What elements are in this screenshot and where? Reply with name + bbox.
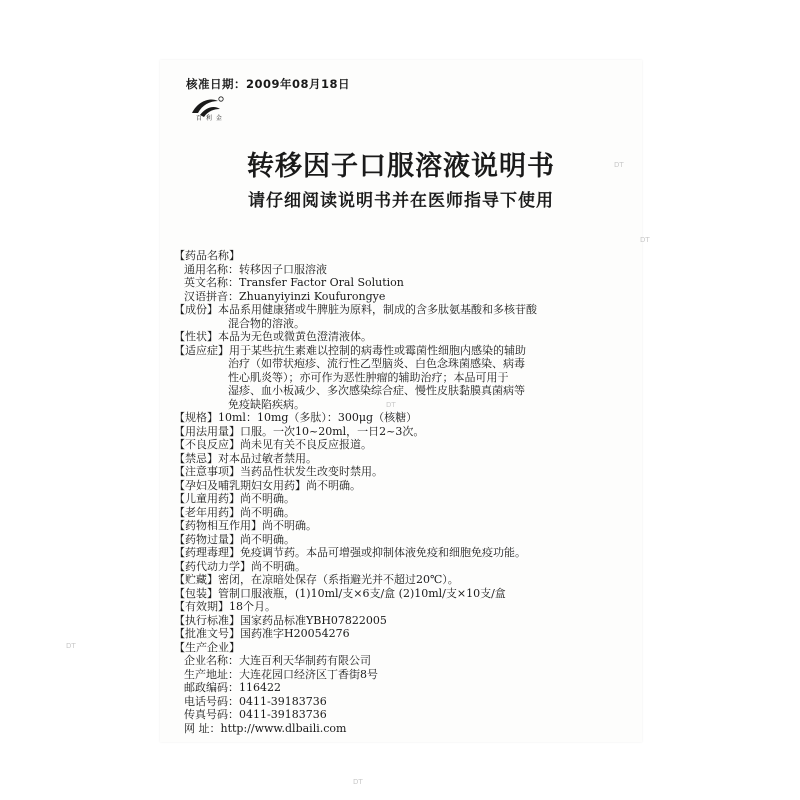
section-interactions: 【药物相互作用】尚不明确。 bbox=[174, 519, 317, 532]
section-ingredients: 【成份】本品系用健康猪或牛脾脏为原料，制成的含多肽氨基酸和多核苷酸 bbox=[174, 303, 537, 316]
watermark-text: DT bbox=[353, 778, 363, 786]
section-indications: 【适应症】用于某些抗生素难以控制的病毒性或霉菌性细胞内感染的辅助 bbox=[174, 343, 526, 357]
indications-continued: 免疫缺陷疾病。 bbox=[228, 397, 305, 411]
watermark-text: DT bbox=[640, 236, 650, 244]
section-pediatric: 【儿童用药】尚不明确。 bbox=[174, 492, 295, 505]
company-address: 生产地址：大连花园口经济区丁香街8号 bbox=[184, 667, 378, 681]
section-pharmacology: 【药理毒理】免疫调节药。本品可增强或抑制体液免疫和细胞免疫功能。 bbox=[174, 546, 526, 559]
section-overdose: 【药物过量】尚不明确。 bbox=[174, 532, 295, 546]
watermark-text: DT bbox=[66, 642, 76, 650]
section-drug-name: 【药品名称】 bbox=[174, 249, 240, 262]
fax-number: 传真号码：0411-39183736 bbox=[184, 708, 327, 721]
insert-body bbox=[174, 249, 624, 735]
section-specification: 【规格】10ml：10mg（多肽）：300μg（核糖） bbox=[174, 411, 418, 424]
document-subtitle: 请仔细阅读说明书并在医师指导下使用 bbox=[248, 191, 554, 211]
section-standard: 【执行标准】国家药品标准YBH07822005 bbox=[174, 613, 387, 627]
section-packaging: 【包装】管制口服液瓶，(1)10ml/支×6支/盒 (2)10ml/支×10支/盒 bbox=[174, 586, 506, 600]
section-appearance: 【性状】本品为无色或微黄色澄清液体。 bbox=[174, 330, 372, 343]
section-manufacturer: 【生产企业】 bbox=[174, 640, 240, 654]
section-pharmacokinetics: 【药代动力学】尚不明确。 bbox=[174, 559, 306, 573]
watermark-text: DT bbox=[614, 161, 624, 169]
phone-number: 电话号码：0411-39183736 bbox=[184, 694, 327, 708]
section-contraindications: 【禁忌】对本品过敏者禁用。 bbox=[174, 451, 317, 465]
generic-name: 通用名称：转移因子口服溶液 bbox=[184, 262, 327, 276]
approval-date: 核准日期：2009年08月18日 bbox=[186, 77, 351, 91]
postal-code: 邮政编码：116422 bbox=[184, 681, 281, 694]
document-title: 转移因子口服溶液说明书 bbox=[247, 151, 555, 182]
pinyin-name: 汉语拼音：Zhuanyiyinzi Koufurongye bbox=[184, 289, 386, 303]
section-geriatric: 【老年用药】尚不明确。 bbox=[174, 505, 295, 519]
section-precautions: 【注意事项】当药品性状发生改变时禁用。 bbox=[174, 465, 383, 478]
company-name: 企业名称：大连百利天华制药有限公司 bbox=[184, 654, 371, 667]
ingredients-continued: 混合物的溶液。 bbox=[228, 316, 305, 330]
brand-logo-text: 百 利 金 bbox=[196, 115, 223, 122]
watermark-text: DT bbox=[386, 401, 396, 409]
indications-continued: 性心肌炎等）；亦可作为恶性肿瘤的辅助治疗；本品可用于 bbox=[228, 370, 509, 384]
section-pregnancy: 【孕妇及哺乳期妇女用药】尚不明确。 bbox=[174, 478, 361, 492]
section-approval-number: 【批准文号】国药准字H20054276 bbox=[174, 627, 350, 640]
section-dosage: 【用法用量】口服。一次10~20ml，一日2~3次。 bbox=[174, 424, 425, 438]
indications-continued: 治疗（如带状疱疹、流行性乙型脑炎、白色念珠菌感染、病毒 bbox=[228, 357, 525, 370]
indications-continued: 湿疹、血小板减少、多次感染综合症、慢性皮肤黏膜真菌病等 bbox=[228, 384, 525, 397]
section-storage: 【贮藏】密闭，在凉暗处保存（系指避光并不超过20℃）。 bbox=[174, 573, 459, 586]
section-shelf-life: 【有效期】18个月。 bbox=[174, 600, 276, 613]
english-name: 英文名称：Transfer Factor Oral Solution bbox=[184, 276, 404, 289]
website: 网 址：http://www.dlbaili.com bbox=[184, 721, 347, 735]
section-adverse-reactions: 【不良反应】尚未见有关不良反应报道。 bbox=[174, 438, 372, 451]
